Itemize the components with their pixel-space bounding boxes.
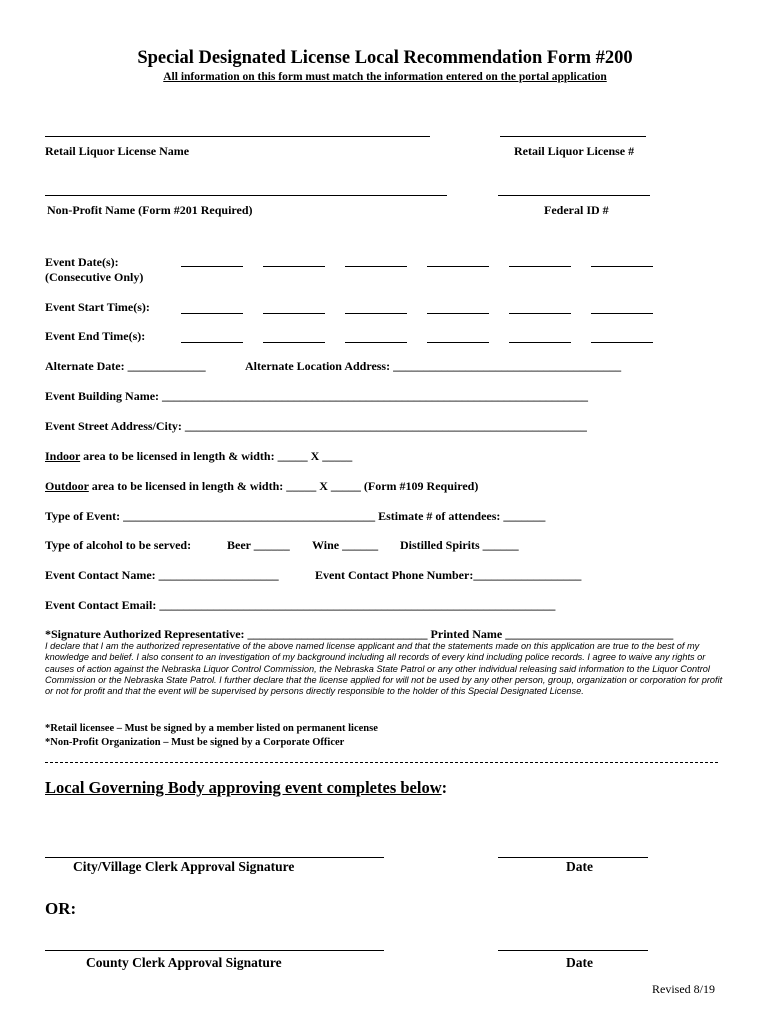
event-date-line[interactable] bbox=[181, 266, 243, 267]
event-type-field[interactable]: Type of Event: __________________________________________ Estimate # of attendees: _______ bbox=[45, 509, 546, 523]
outdoor-word: Outdoor bbox=[45, 479, 89, 493]
start-time-line[interactable] bbox=[591, 313, 653, 314]
outdoor-area-field[interactable] bbox=[45, 479, 478, 494]
or-label: OR: bbox=[45, 899, 77, 918]
retail-name-line[interactable] bbox=[45, 136, 430, 137]
retail-signer-note: *Retail licensee – Must be signed by a member listed on permanent license bbox=[45, 723, 378, 734]
end-time-line[interactable] bbox=[509, 342, 571, 343]
event-dates-label: Event Date(s): bbox=[45, 255, 119, 269]
event-date-line[interactable] bbox=[509, 266, 571, 267]
end-time-line[interactable] bbox=[427, 342, 489, 343]
start-times-label: Event Start Time(s): bbox=[45, 300, 150, 314]
county-date-label: Date bbox=[566, 955, 593, 970]
clerk-signature-label: City/Village Clerk Approval Signature bbox=[73, 859, 295, 874]
event-date-line[interactable] bbox=[591, 266, 653, 267]
start-time-line[interactable] bbox=[181, 313, 243, 314]
beer-field[interactable]: Beer ______ bbox=[227, 538, 290, 552]
indoor-rest: area to be licensed in length & width: _____ X _____ bbox=[80, 449, 353, 463]
nonprofit-signer-note: *Non-Profit Organization – Must be signed by a Corporate Officer bbox=[45, 737, 345, 748]
indoor-word: Indoor bbox=[45, 449, 81, 463]
end-time-line[interactable] bbox=[591, 342, 653, 343]
alternate-location-field[interactable]: Alternate Location Address: ______________________________________ bbox=[245, 359, 622, 373]
street-address-field[interactable]: Event Street Address/City: ___________________________________________________________________ bbox=[45, 419, 587, 433]
end-time-line[interactable] bbox=[263, 342, 325, 343]
county-signature-label: County Clerk Approval Signature bbox=[86, 955, 282, 970]
nonprofit-name-label: Non-Profit Name (Form #201 Required) bbox=[47, 203, 253, 217]
end-times-label: Event End Time(s): bbox=[45, 329, 146, 343]
spirits-field[interactable]: Distilled Spirits ______ bbox=[400, 538, 519, 552]
form-title: Special Designated License Local Recommendation Form #200 bbox=[137, 48, 633, 68]
contact-name-field[interactable]: Event Contact Name: ____________________ bbox=[45, 568, 279, 582]
contact-phone-field[interactable]: Event Contact Phone Number:__________________ bbox=[315, 568, 582, 582]
county-date-line[interactable] bbox=[498, 950, 648, 951]
nonprofit-name-line[interactable] bbox=[45, 195, 447, 196]
federal-id-label: Federal ID # bbox=[544, 203, 609, 217]
retail-number-label: Retail Liquor License # bbox=[514, 144, 635, 158]
wine-field[interactable]: Wine ______ bbox=[312, 538, 379, 552]
end-time-line[interactable] bbox=[181, 342, 243, 343]
county-signature-line[interactable] bbox=[45, 950, 384, 951]
clerk-signature-line[interactable] bbox=[45, 857, 384, 858]
form-subtitle: All information on this form must match the information entered on the portal application bbox=[163, 71, 607, 83]
signature-field[interactable]: *Signature Authorized Representative: ______________________________ Printed Name ____________________________ bbox=[45, 627, 674, 641]
event-dates-sublabel: (Consecutive Only) bbox=[45, 270, 144, 284]
building-name-field[interactable]: Event Building Name: _______________________________________________________________________ bbox=[45, 389, 589, 403]
start-time-line[interactable] bbox=[509, 313, 571, 314]
local-heading-text: Local Governing Body approving event completes below bbox=[45, 778, 442, 797]
local-heading-colon: : bbox=[441, 778, 448, 797]
start-time-line[interactable] bbox=[427, 313, 489, 314]
contact-email-field[interactable]: Event Contact Email: __________________________________________________________________ bbox=[45, 598, 556, 612]
event-date-line[interactable] bbox=[427, 266, 489, 267]
start-time-line[interactable] bbox=[345, 313, 407, 314]
alcohol-type-label: Type of alcohol to be served: bbox=[45, 538, 192, 552]
indoor-area-field[interactable] bbox=[45, 449, 352, 464]
end-time-line[interactable] bbox=[345, 342, 407, 343]
federal-id-line[interactable] bbox=[498, 195, 650, 196]
event-date-line[interactable] bbox=[263, 266, 325, 267]
alternate-date-field[interactable]: Alternate Date: _____________ bbox=[45, 359, 206, 373]
event-date-line[interactable] bbox=[345, 266, 407, 267]
section-divider bbox=[45, 762, 718, 763]
revision-note: Revised 8/19 bbox=[652, 982, 715, 996]
local-section-heading bbox=[45, 778, 447, 798]
retail-name-label: Retail Liquor License Name bbox=[45, 144, 190, 158]
declaration-text: I declare that I am the authorized representative of the above named license applicant and that the statements made on this application are true to the best of my knowledge and belief. I also consent to an investigation of my background including all records of every kind including police records. I agree to waive any rights or causes of action against the Nebraska Liquor Control Commission, the Nebraska State Patrol or any other individual releasing said information to the Liquor Control Commission or the Nebraska State Patrol. I further declare that the license applied for will not be used by any other person, group, organization or corporation for profit or not for profit and that the event will be supervised by persons directly responsible to the holder of this Special Designated License. bbox=[45, 641, 723, 697]
outdoor-rest: area to be licensed in length & width: _____ X _____ (Form #109 Required) bbox=[88, 479, 479, 493]
clerk-date-line[interactable] bbox=[498, 857, 648, 858]
start-time-line[interactable] bbox=[263, 313, 325, 314]
retail-number-line[interactable] bbox=[500, 136, 646, 137]
clerk-date-label: Date bbox=[566, 859, 593, 874]
